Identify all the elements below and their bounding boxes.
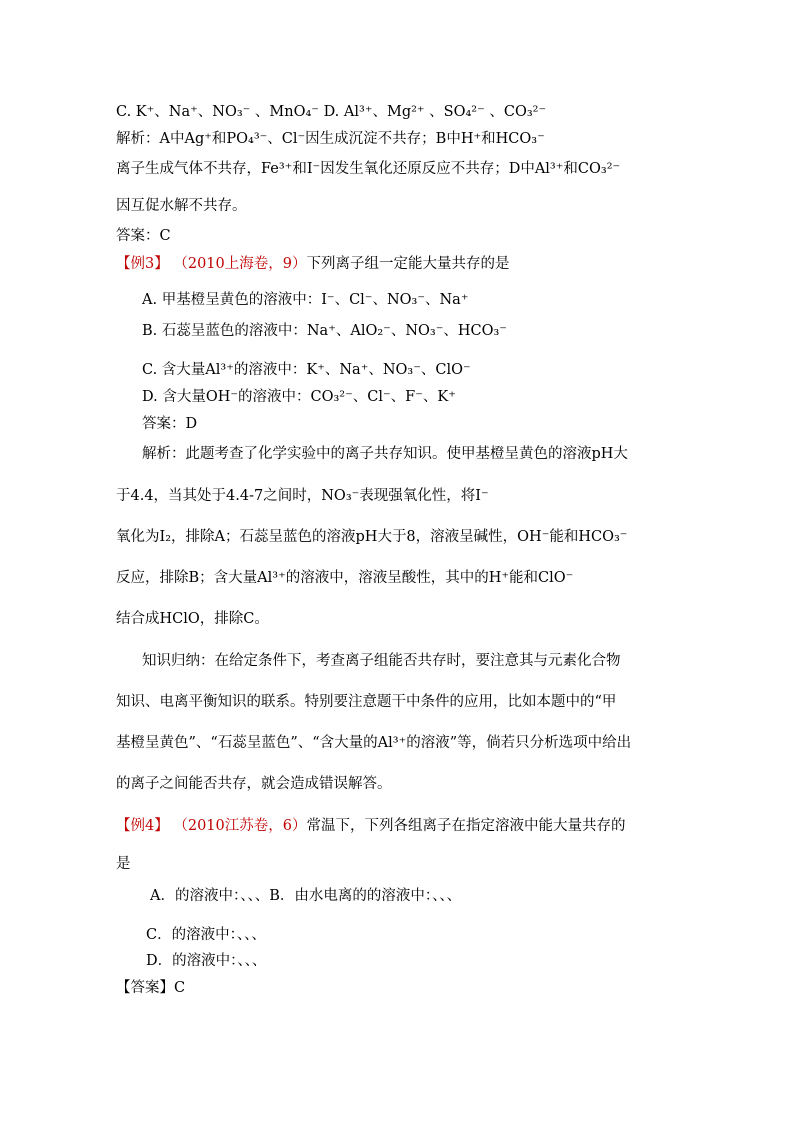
example4-question: 常温下，下列各组离子在指定溶液中能大量共存的 [306, 818, 626, 834]
example4-option-c: C．的溶液中：、、、 [146, 927, 266, 943]
example3-heading [116, 256, 509, 273]
example4-answer: 【答案】C [116, 980, 186, 996]
knowledge-summary-1: 知识归纳：在给定条件下，考查离子组能否共存时，要注意其与元素化合物 [142, 653, 621, 669]
example3-option-b: B. 石蕊呈蓝色的溶液中：Na⁺、AlO₂⁻、NO₃⁻、HCO₃⁻ [142, 323, 507, 339]
example3-option-d: D. 含大量OH⁻的溶液中：CO₃²⁻、Cl⁻、F⁻、K⁺ [142, 389, 456, 405]
example3-label: 【例3】 [116, 256, 169, 272]
analysis-line-1: 解析：A中Ag⁺和PO₄³⁻、Cl⁻因生成沉淀不共存；B中H⁺和HCO₃⁻ [116, 131, 545, 147]
knowledge-summary-3: 基橙呈黄色”、“石蕊呈蓝色”、“含大量的Al³⁺的溶液”等，倘若只分析选项中给出 [116, 735, 632, 751]
example4-label: 【例4】 [116, 818, 169, 834]
example4-option-d: D．的溶液中：、、、 [146, 953, 267, 969]
example3-source: （2010上海卷，9） [173, 256, 307, 272]
example4-source: （2010江苏卷，6） [173, 818, 307, 834]
example4-option-a-b: A．的溶液中：、、、B．由水电离的的溶液中：、、、 [150, 888, 462, 904]
example3-option-a: A. 甲基橙呈黄色的溶液中：I⁻、Cl⁻、NO₃⁻、Na⁺ [142, 292, 469, 308]
example3-analysis-5: 结合成HClO，排除C。 [116, 611, 269, 627]
example3-analysis-1: 解析：此题考查了化学实验中的离子共存知识。使甲基橙呈黄色的溶液pH大 [142, 446, 628, 462]
example3-answer: 答案：D [142, 416, 198, 432]
example3-option-c: C. 含大量Al³⁺的溶液中：K⁺、Na⁺、NO₃⁻、ClO⁻ [142, 362, 471, 378]
example3-question: 下列离子组一定能大量共存的是 [306, 256, 510, 272]
knowledge-summary-2: 知识、电离平衡知识的联系。特别要注意题干中条件的应用，比如本题中的“甲 [116, 694, 617, 710]
knowledge-summary-4: 的离子之间能否共存，就会造成错误解答。 [116, 776, 392, 792]
answer-line: 答案：C [116, 228, 171, 244]
example4-question-cont: 是 [116, 856, 131, 872]
example3-analysis-2: 于4.4，当其处于4.4-7之间时，NO₃⁻表现强氧化性，将I⁻ [116, 488, 489, 504]
example3-analysis-4: 反应，排除B；含大量Al³⁺的溶液中，溶液呈酸性，其中的H⁺能和ClO⁻ [116, 570, 574, 586]
example3-analysis-3: 氧化为I₂，排除A；石蕊呈蓝色的溶液pH大于8，溶液呈碱性，OH⁻能和HCO₃⁻ [116, 529, 628, 545]
example4-heading [116, 818, 625, 835]
analysis-line-3: 因互促水解不共存。 [116, 198, 247, 214]
option-c-d-line: C. K⁺、Na⁺、NO₃⁻ 、MnO₄⁻ D. Al³⁺、Mg²⁺ 、SO₄²⁻ 、CO₃²⁻ [116, 104, 547, 120]
analysis-line-2: 离子生成气体不共存，Fe³⁺和I⁻因发生氧化还原反应不共存；D中Al³⁺和CO₃²⁻ [116, 161, 621, 177]
